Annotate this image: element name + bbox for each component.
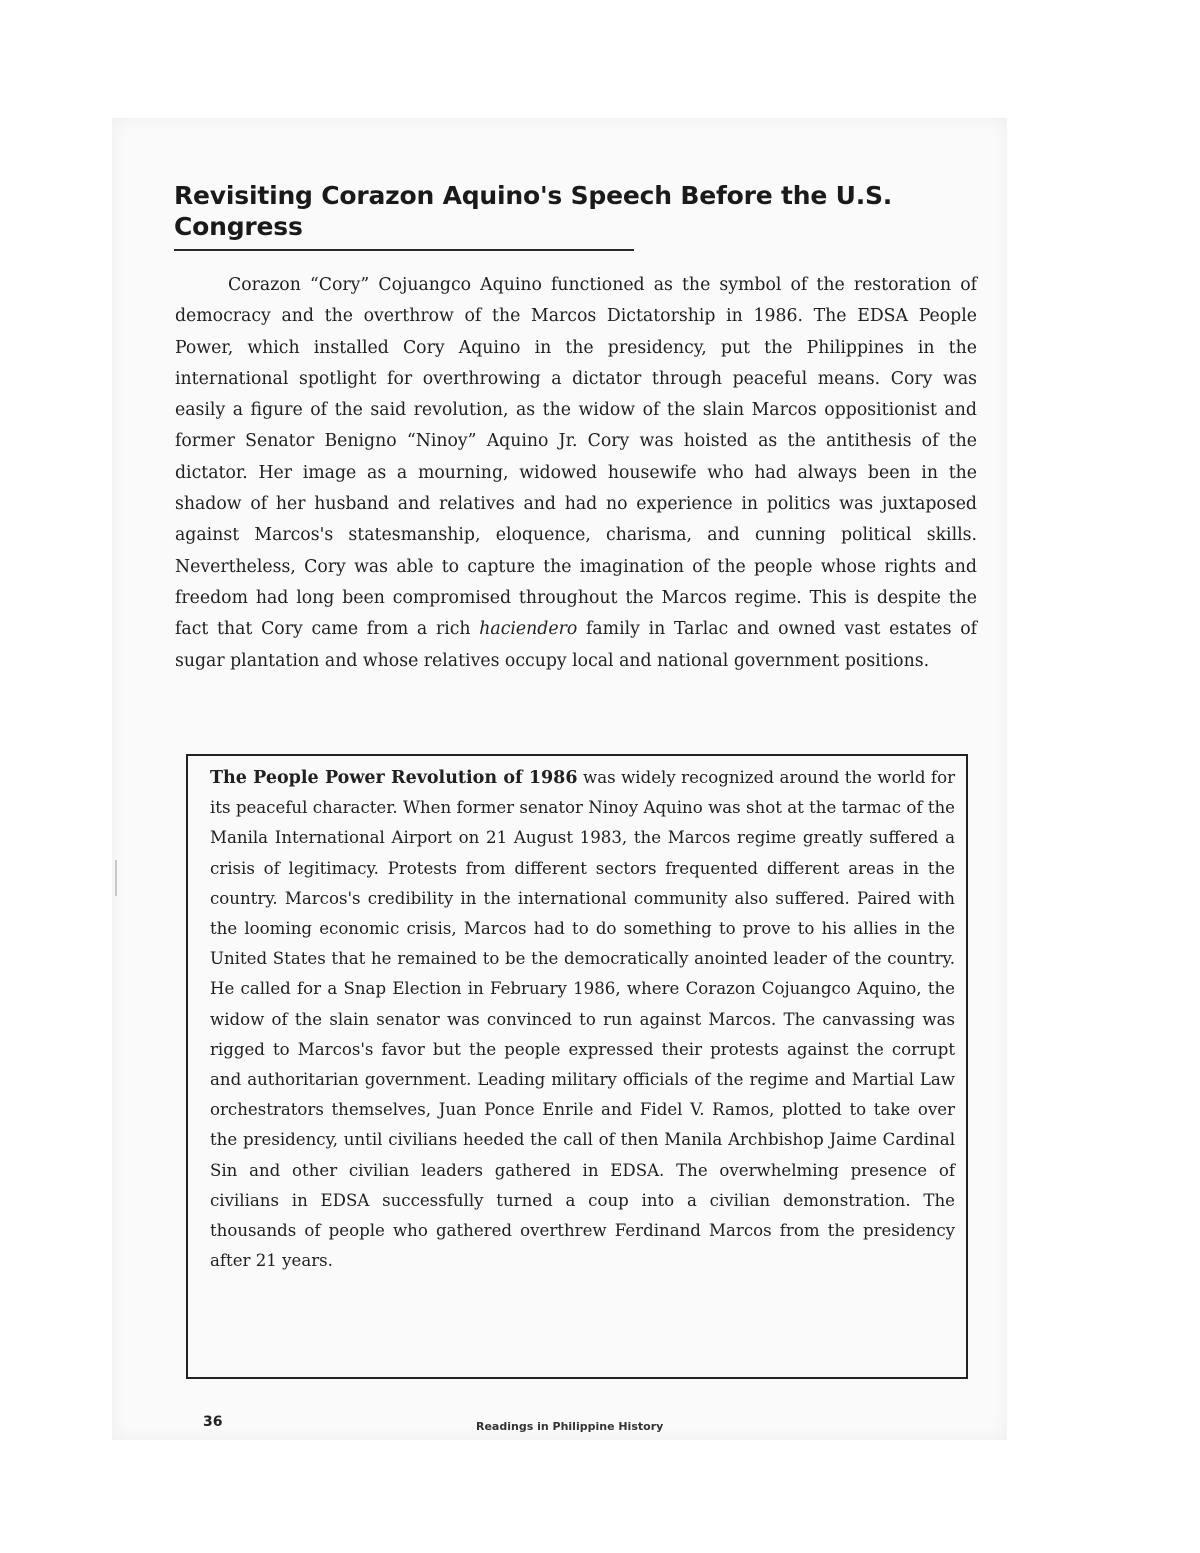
- page-number: 36: [203, 1414, 223, 1430]
- running-footer: Readings in Philippine History: [476, 1420, 664, 1433]
- intro-text-end: family in Tarlac and owned vast estates of sugar plantation and whose relatives occupy local and national government positions.: [175, 619, 978, 671]
- intro-paragraph: [175, 270, 977, 677]
- sidebar-box-lead: The People Power Revolution of 1986: [210, 768, 578, 788]
- sidebar-box-body: was widely recognized around the world for its peaceful character. When former senator Ninoy Aquino was shot at the tarmac of the Manila International Airport on 21 August 1983, the Marcos regime greatly suffered a crisis of legitimacy. Protests from different sectors frequented different areas in the country. Marcos's credibility in the international community also suffered. Paired with the looming economic crisis, Marcos had to do something to prove to his allies in the United States that he remained to be the democratically anointed leader of the country. He called for a Snap Election in February 1986, where Corazon Cojuangco Aquino, the widow of the slain senator was convinced to run against Marcos. The canvassing was rigged to Marcos's favor but the people expressed their protests against the corrupt and authoritarian government. Leading military officials of the regime and Martial Law orchestrators themselves, Juan Ponce Enrile and Fidel V. Ramos, plotted to take over the presidency, until civilians heeded the call of then Manila Archbishop Jaime Cardinal Sin and other civilian leaders gathered in EDSA. The overwhelming presence of civilians in EDSA successfully turned a coup into a civilian demonstration. The thousands of people who gathered overthrew Ferdinand Marcos from the presidency after 21 years.: [210, 768, 955, 1271]
- margin-mark: [115, 860, 117, 896]
- intro-text: Corazon “Cory” Cojuangco Aquino functioned as the symbol of the restoration of democracy and the overthrow of the Marcos Dictatorship in 1986. The EDSA People Power, which installed Cory Aquino in the presidency, put the Philippines in the international spotlight for overthrowing a dictator through peaceful means. Cory was easily a figure of the said revolution, as the widow of the slain Marcos oppositionist and former Senator Benigno “Ninoy” Aquino Jr. Cory was hoisted as the antithesis of the dictator. Her image as a mourning, widowed housewife who had always been in the shadow of her husband and relatives and had no experience in politics was juxtaposed against Marcos's statesmanship, eloquence, charisma, and cunning political skills. Nevertheless, Cory was able to capture the imagination of the people whose rights and freedom had long been compromised throughout the Marcos regime. This is despite the fact that Cory came from a rich: [175, 275, 977, 640]
- title-underline: [174, 249, 634, 251]
- section-title: Revisiting Corazon Aquino's Speech Before the U.S. Congress: [174, 181, 893, 241]
- sidebar-box-text: [210, 763, 955, 1276]
- intro-italic-term: haciendero: [479, 619, 578, 640]
